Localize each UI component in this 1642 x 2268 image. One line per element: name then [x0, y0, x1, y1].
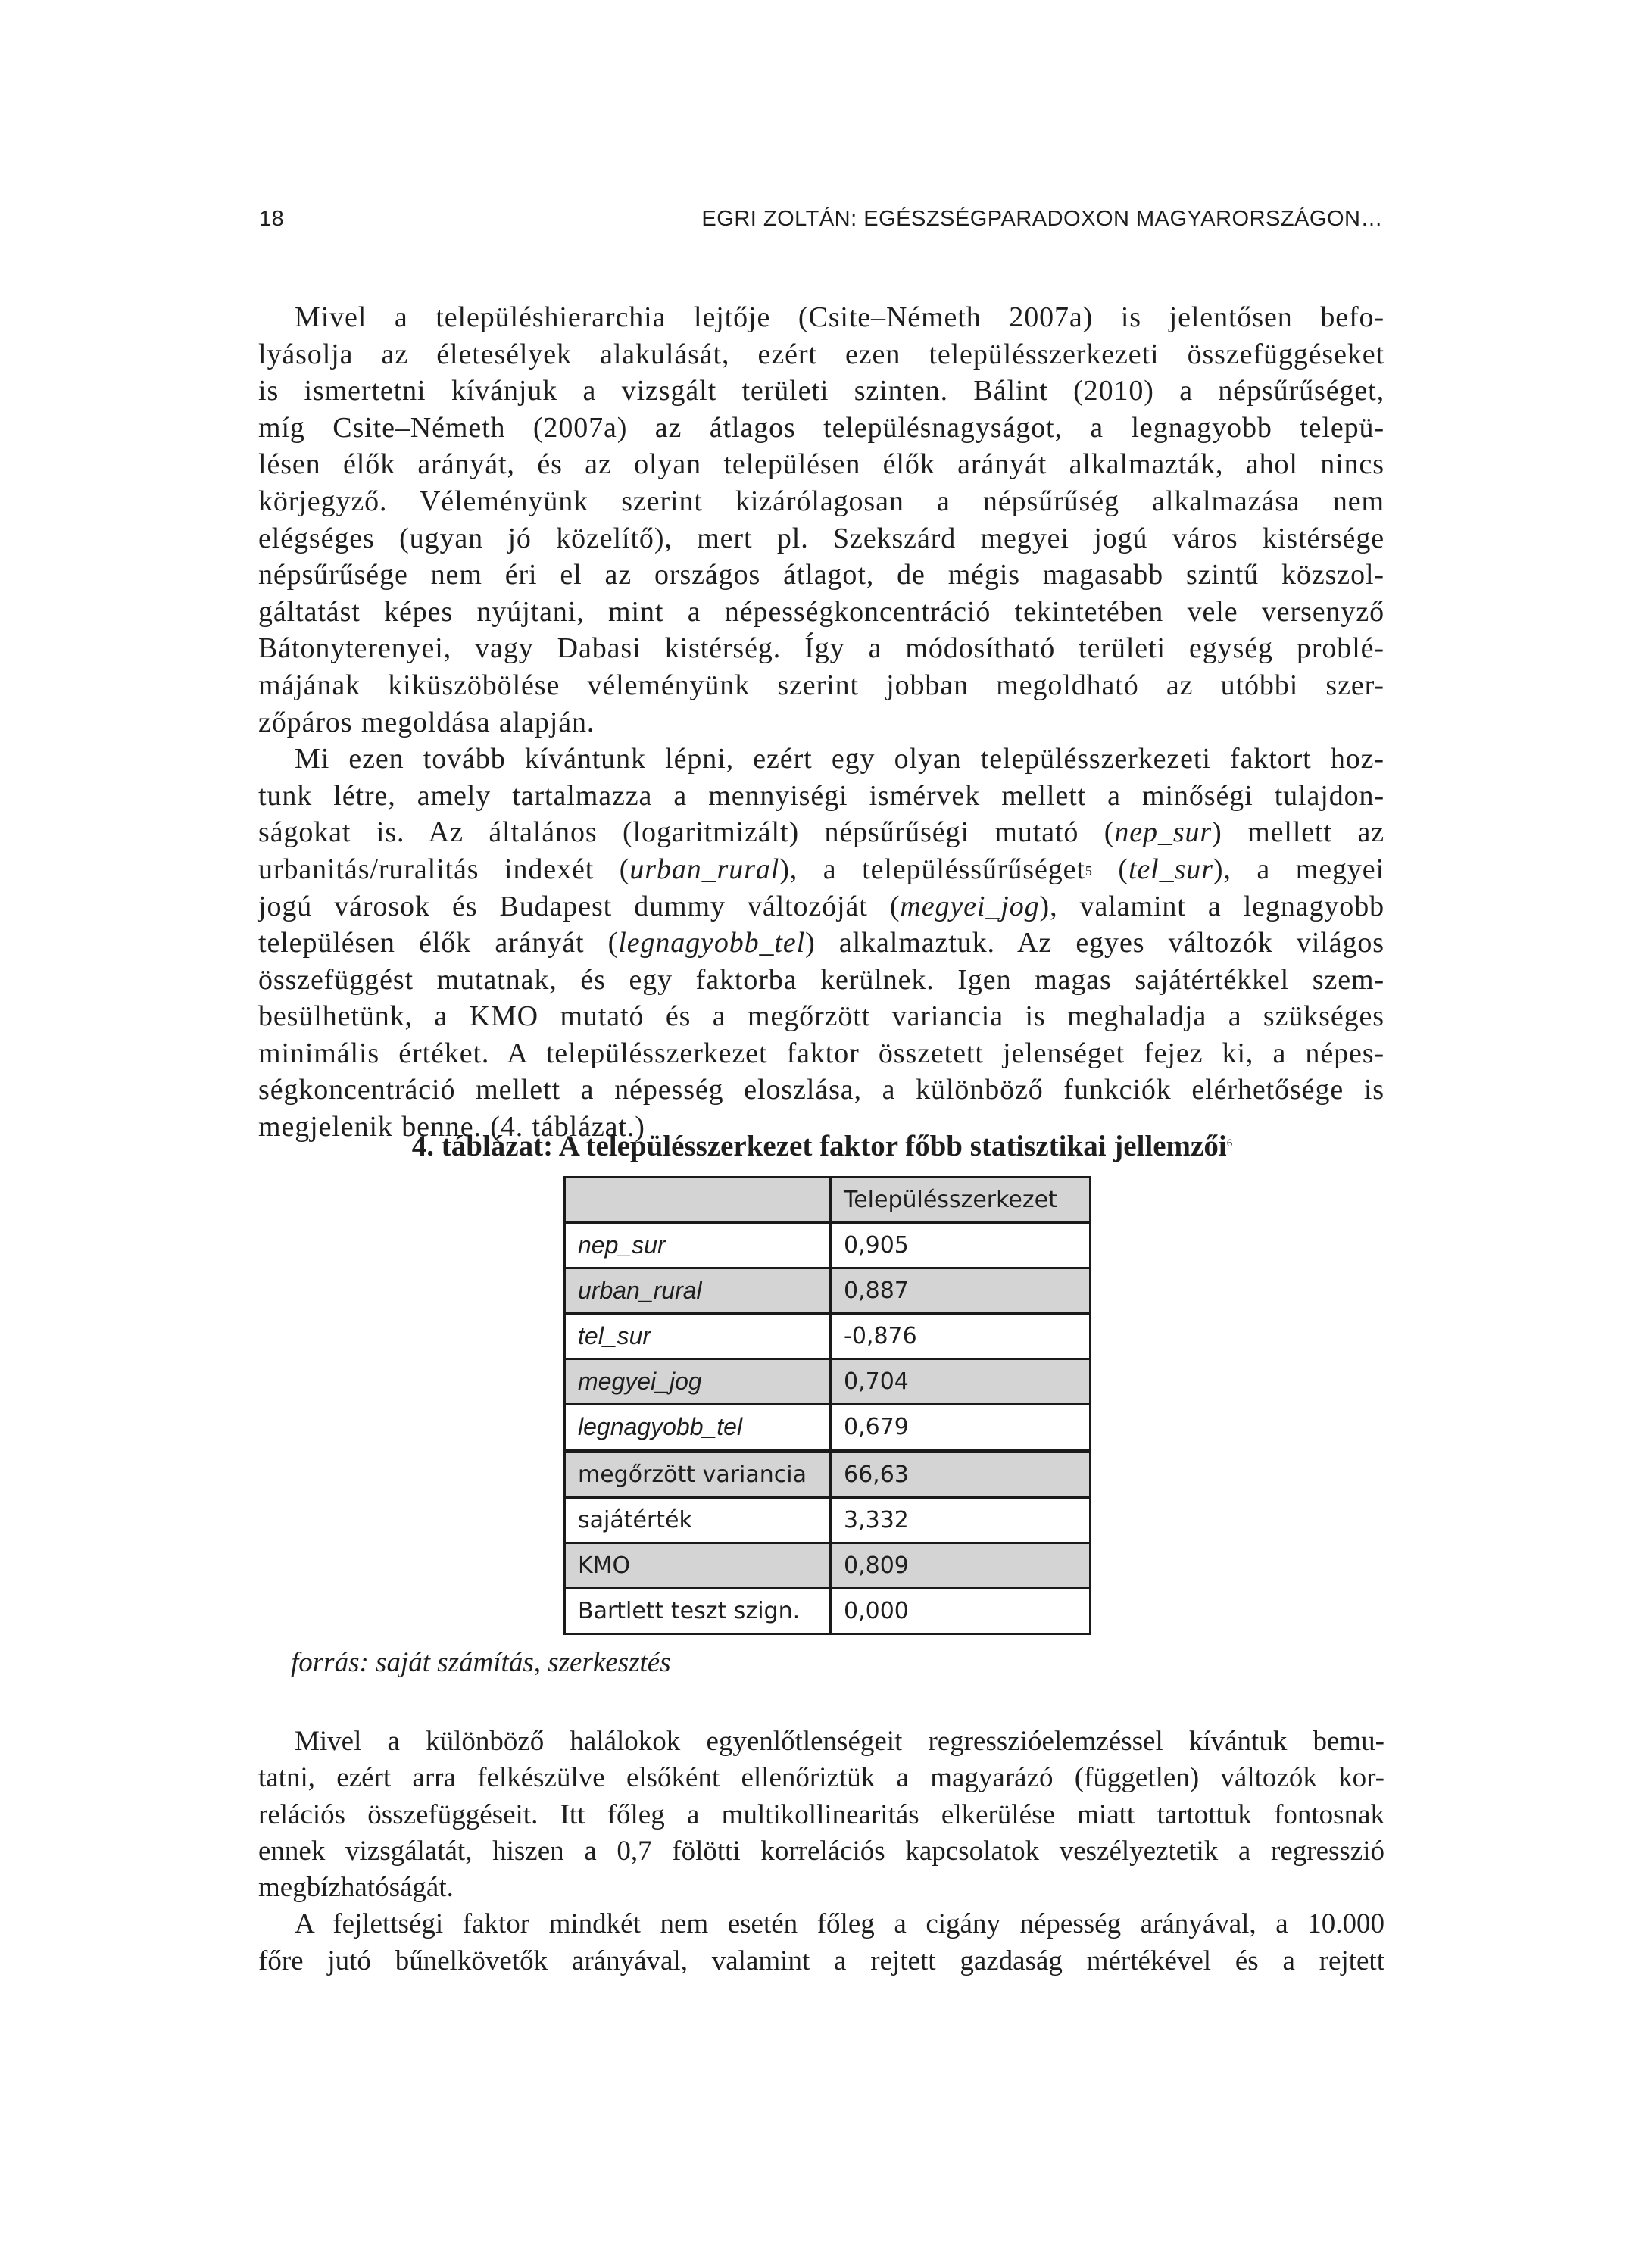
variable-name: tel_sur	[1128, 853, 1213, 885]
text-line: relációs összefüggéseit. Itt főleg a multikollinearitás elkerülése miatt tartottuk fontosnak	[258, 1798, 1384, 1830]
text-line: májának kiküszöbölése véleményünk szerint jobban megoldható az utóbbi szer-	[258, 669, 1384, 701]
footnote-marker: 5	[1085, 863, 1093, 878]
value-cell: 0,905	[831, 1223, 1091, 1268]
body-text-upper	[258, 299, 1384, 1146]
table-title	[259, 1128, 1385, 1165]
text-run: ), valamint a legnagyobb	[1039, 890, 1384, 922]
variable-cell: megyei_jog	[565, 1359, 831, 1405]
footnote-marker: 6	[1226, 1137, 1233, 1150]
statistic-cell: megőrzött variancia	[565, 1451, 831, 1498]
table-row	[565, 1268, 1091, 1314]
text-line: is ismertetni kívánjuk a vizsgált területi szinten. Bálint (2010) a népsűrűséget,	[258, 375, 1384, 407]
text-line: lyásolja az életesélyek alakulását, ezért ezen településszerkezeti összefüggéseket	[258, 338, 1384, 370]
value-cell: 3,332	[831, 1498, 1091, 1543]
text-run: településen élők arányát (	[258, 927, 619, 959]
value-cell: 0,809	[831, 1543, 1091, 1589]
running-title: EGRI ZOLTÁN: EGÉSZSÉGPARADOXON MAGYARORSZÁGON…	[701, 207, 1383, 231]
table-corner-cell	[565, 1178, 831, 1223]
table-row	[565, 1223, 1091, 1268]
text-line: tunk létre, amely tartalmazza a mennyiségi ismérvek mellett a minőségi tulajdon-	[258, 779, 1384, 812]
text-line: összefüggést mutatnak, és egy faktorba kerülnek. Igen magas sajátértékkel szem-	[258, 963, 1384, 996]
text-line: megbízhatóságát.	[258, 1872, 454, 1904]
value-cell: 0,704	[831, 1359, 1091, 1405]
statistic-cell: Bartlett teszt szign.	[565, 1589, 831, 1634]
table-title-text: 4. táblázat: A településszerkezet faktor főbb statisztikai jellemzői	[411, 1130, 1227, 1162]
table-row	[565, 1589, 1091, 1634]
value-cell: 66,63	[831, 1451, 1091, 1498]
text-run: ), a megyei	[1213, 853, 1384, 885]
text-line: népsűrűsége nem éri el az országos átlagot, de mégis magasabb szintű közszol-	[258, 559, 1384, 591]
text-line: Mivel a különböző halálokok egyenlőtlenségeit regresszióelemzéssel kívántuk bemu-	[295, 1726, 1384, 1757]
text-line	[258, 851, 1384, 888]
text-line: Mi ezen tovább kívántunk lépni, ezért egy olyan településszerkezeti faktort hoz-	[295, 743, 1384, 775]
page-number: 18	[259, 207, 285, 231]
variable-cell: urban_rural	[565, 1268, 831, 1314]
text-line: míg Csite–Németh (2007a) az átlagos településnagyságot, a legnagyobb telepü-	[258, 411, 1384, 444]
variable-cell: nep_sur	[565, 1223, 831, 1268]
statistic-cell: KMO	[565, 1543, 831, 1589]
variable-cell: tel_sur	[565, 1314, 831, 1359]
text-run: ), a településsűrűséget	[779, 853, 1085, 885]
text-run: (	[1092, 853, 1128, 885]
statistic-cell: sajátérték	[565, 1498, 831, 1543]
text-line: ennek vizsgálatát, hiszen a 0,7 fölötti korrelációs kapcsolatok veszélyeztetik a regresszió	[258, 1835, 1384, 1867]
variable-cell: legnagyobb_tel	[565, 1405, 831, 1452]
table-header-cell: Településszerkezet	[831, 1178, 1091, 1223]
variable-name: nep_sur	[1114, 816, 1213, 849]
text-line: A fejlettségi faktor mindkét nem esetén főleg a cigány népesség arányával, a 10.000	[295, 1908, 1384, 1940]
text-run: urbanitás/ruralitás indexét (	[258, 853, 630, 885]
table-row	[565, 1543, 1091, 1589]
text-line: körjegyző. Véleményünk szerint kizárólagosan a népsűrűség alkalmazása nem	[258, 485, 1384, 517]
table-row	[565, 1498, 1091, 1543]
table-row	[565, 1405, 1091, 1452]
text-line: minimális értéket. A településszerkezet faktor összetett jelenséget fejez ki, a népes-	[258, 1037, 1384, 1069]
variable-name: urban_rural	[629, 853, 780, 885]
table-source-note: forrás: saját számítás, szerkesztés	[291, 1647, 671, 1678]
text-line	[258, 888, 1384, 925]
table-row	[565, 1451, 1091, 1498]
table-header-row	[565, 1178, 1091, 1223]
variable-name: legnagyobb_tel	[618, 927, 806, 959]
text-line: besülhetünk, a KMO mutató és a megőrzött variancia is meghaladja a szükséges	[258, 1000, 1384, 1033]
text-line	[258, 925, 1384, 962]
value-cell: 0,000	[831, 1589, 1091, 1634]
text-line: gáltatást képes nyújtani, mint a népességkoncentráció tekintetében vele versenyző	[258, 595, 1384, 628]
value-cell: 0,887	[831, 1268, 1091, 1314]
text-line: ségkoncentráció mellett a népesség eloszlása, a különböző funkciók elérhetősége is	[258, 1074, 1384, 1106]
text-line: megjelenik benne. (4. táblázat.)	[258, 1111, 645, 1143]
text-line: tatni, ezért arra felkészülve elsőként ellenőriztük a magyarázó (független) változók kor-	[258, 1762, 1384, 1794]
text-run: ) alkalmaztuk. Az egyes változók világos	[805, 927, 1384, 959]
text-line: Mivel a településhierarchia lejtője (Csite–Németh 2007a) is jelentősen befo-	[295, 301, 1384, 333]
table-row	[565, 1314, 1091, 1359]
text-line: főre jutó bűnelkövetők arányával, valamint a rejtett gazdaság mértékével és a rejtett	[258, 1945, 1384, 1976]
variable-name: megyei_jog	[900, 890, 1040, 922]
table-row	[565, 1359, 1091, 1405]
text-run: ) mellett az	[1212, 816, 1384, 849]
text-run: jogú városok és Budapest dummy változóját (	[258, 890, 901, 922]
value-cell: 0,679	[831, 1405, 1091, 1452]
text-line: lésen élők arányát, és az olyan településen élők arányát alkalmazták, ahol nincs	[258, 448, 1384, 481]
text-line	[258, 814, 1384, 851]
text-line: zőpáros megoldása alapján.	[258, 706, 595, 738]
body-text-lower	[258, 1724, 1384, 1979]
factor-statistics-table	[563, 1176, 1091, 1635]
text-run: ságokat is. Az általános (logaritmizált) népsűrűségi mutató (	[258, 816, 1115, 849]
value-cell: -0,876	[831, 1314, 1091, 1359]
text-line: elégséges (ugyan jó közelítő), mert pl. Szekszárd megyei jogú város kistérsége	[258, 522, 1384, 554]
text-line: Bátonyterenyei, vagy Dabasi kistérség. Így a módosítható területi egység problé-	[258, 632, 1384, 665]
